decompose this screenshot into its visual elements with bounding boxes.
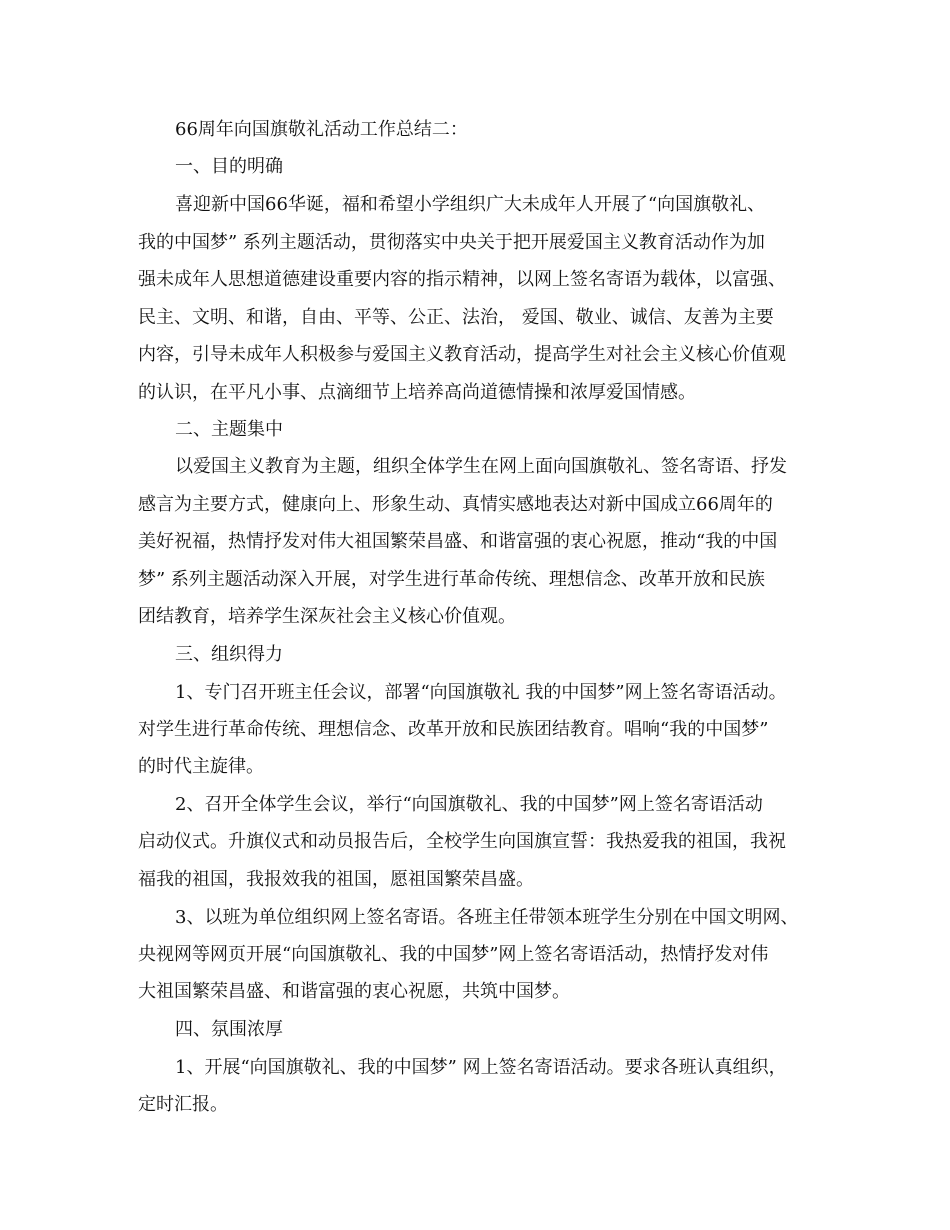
paragraph-line: 美好祝福，热情抒发对伟大祖国繁荣昌盛、和谐富强的衷心祝愿，推动“我的中国 xyxy=(138,531,778,552)
doc-title: 66周年向国旗敬礼活动工作总结二： xyxy=(175,119,468,140)
paragraph-line: 对学生进行革命传统、理想信念、改革开放和民族团结教育。唱响“我的中国梦” xyxy=(138,719,769,740)
paragraph-line: 启动仪式。升旗仪式和动员报告后，全校学生向国旗宣誓：我热爱我的祖国，我祝 xyxy=(138,831,786,852)
paragraph-line: 1、专门召开班主任会议，部署“向国旗敬礼 我的中国梦”网上签名寄语活动。 xyxy=(175,682,787,703)
paragraph-line: 的认识，在平凡小事、点滴细节上培养高尚道德情操和浓厚爱国情感。 xyxy=(138,382,696,403)
paragraph-line: 3、以班为单位组织网上签名寄语。各班主任带领本班学生分别在中国文明网、 xyxy=(175,907,799,928)
section-heading-2: 二、主题集中 xyxy=(175,419,283,440)
paragraph-line: 内容，引导未成年人积极参与爱国主义教育活动，提高学生对社会主义核心价值观 xyxy=(138,344,786,365)
paragraph-line: 2、召开全体学生会议，举行“向国旗敬礼、我的中国梦”网上签名寄语活动 xyxy=(175,794,763,815)
paragraph-line: 1、开展“向国旗敬礼、我的中国梦” 网上签名寄语活动。要求各班认真组织， xyxy=(175,1057,787,1078)
section-heading-3: 三、组织得力 xyxy=(175,644,283,665)
paragraph-line: 大祖国繁荣昌盛、和谐富强的衷心祝愿，共筑中国梦。 xyxy=(138,981,570,1002)
paragraph-line: 以爱国主义教育为主题，组织全体学生在网上面向国旗敬礼、签名寄语、抒发 xyxy=(175,456,787,477)
paragraph-line: 央视网等网页开展“向国旗敬礼、我的中国梦”网上签名寄语活动，热情抒发对伟 xyxy=(138,944,769,965)
paragraph-line: 定时汇报。 xyxy=(138,1094,228,1115)
section-heading-1: 一、目的明确 xyxy=(175,156,283,177)
paragraph-line: 强未成年人思想道德建设重要内容的指示精神，以网上签名寄语为载体，以富强、 xyxy=(138,269,786,290)
paragraph-line: 梦” 系列主题活动深入开展，对学生进行革命传统、理想信念、改革开放和民族 xyxy=(138,569,765,590)
paragraph-line: 团结教育，培养学生深灰社会主义核心价值观。 xyxy=(138,606,516,627)
paragraph-line: 福我的祖国，我报效我的祖国，愿祖国繁荣昌盛。 xyxy=(138,869,534,890)
paragraph-line: 喜迎新中国66华诞，福和希望小学组织广大未成年人开展了“向国旗敬礼、 xyxy=(175,194,766,215)
section-heading-4: 四、氛围浓厚 xyxy=(175,1019,283,1040)
paragraph-line: 民主、文明、和谐，自由、平等、公正、法治， 爱国、敬业、诚信、友善为主要 xyxy=(138,307,774,328)
paragraph-line: 我的中国梦” 系列主题活动，贯彻落实中央关于把开展爱国主义教育活动作为加 xyxy=(138,232,765,253)
paragraph-line: 的时代主旋律。 xyxy=(138,756,264,777)
paragraph-line: 感言为主要方式，健康向上、形象生动、真情实感地表达对新中国成立66周年的 xyxy=(138,494,773,515)
